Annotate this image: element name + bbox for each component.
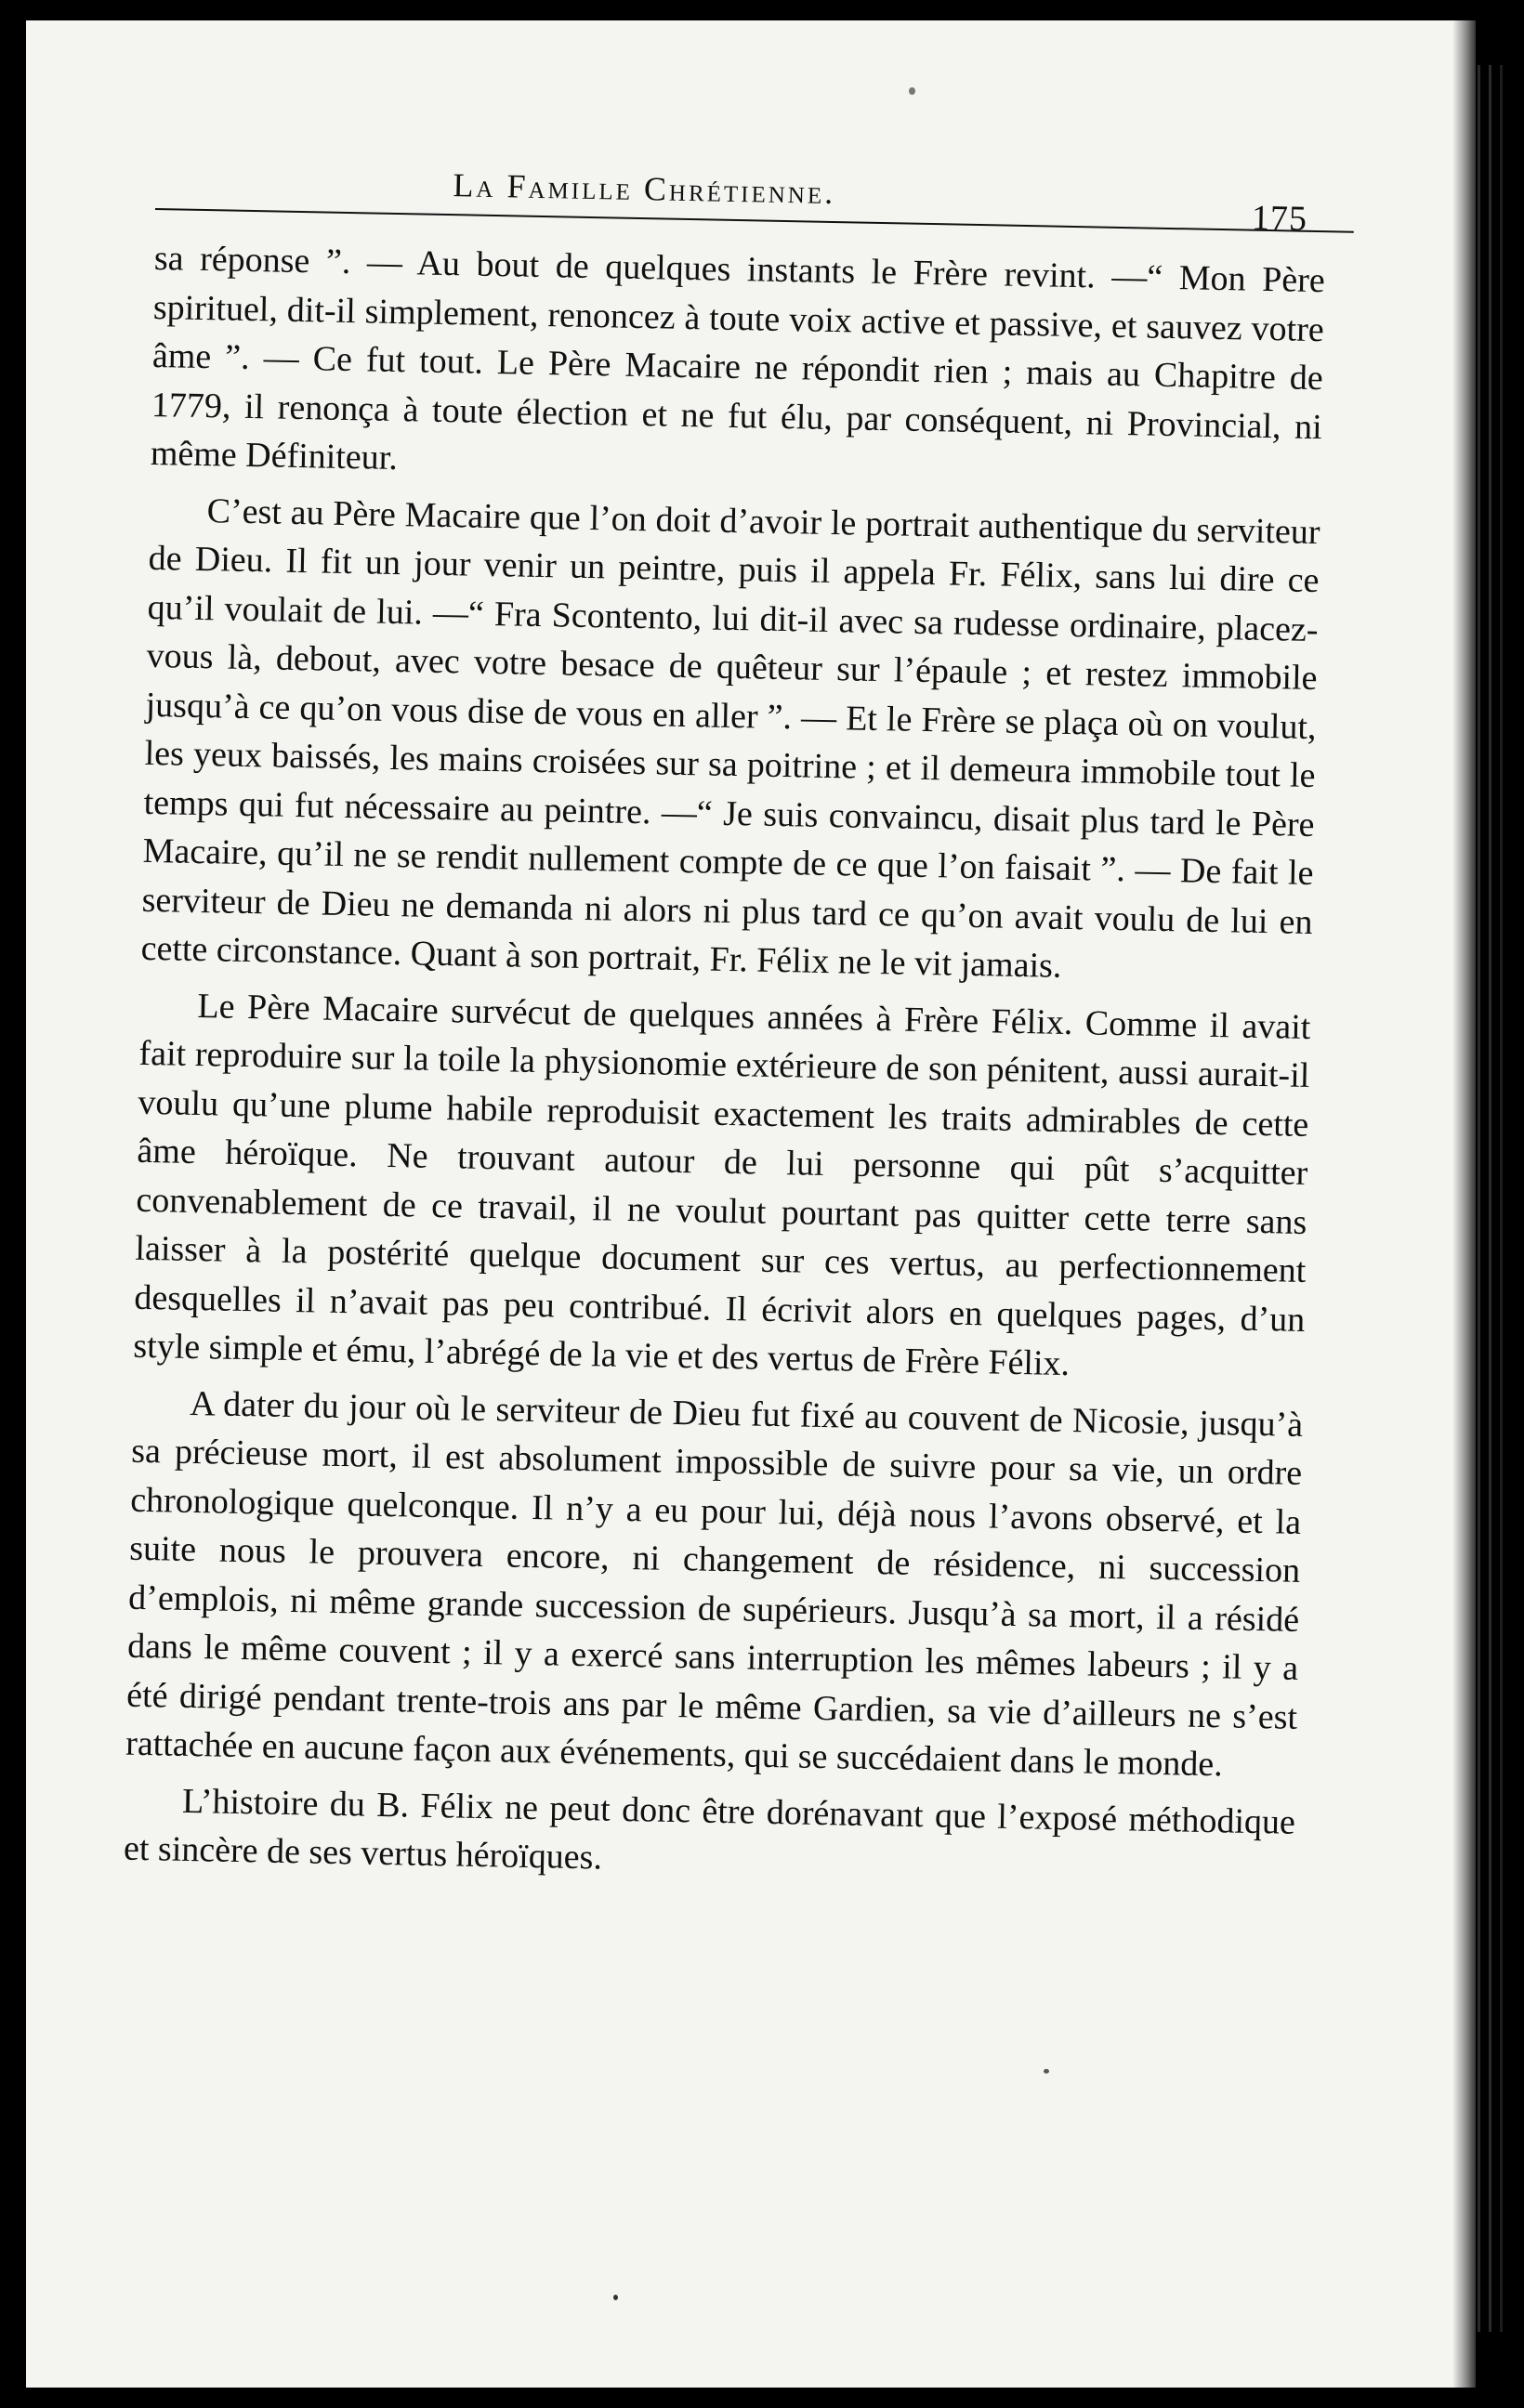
header-rule <box>155 208 1354 233</box>
page-number: 175 <box>1251 198 1308 239</box>
paragraph-histoire: L’histoire du B. Félix ne peut donc être dorénavant que l’exposé méthodique et sincère de ses vertus héroïques. <box>123 1781 1296 1878</box>
scan-speck <box>613 2295 618 2300</box>
paragraph-continuation: sa réponse ”. — Au bout de quelques instants le Frère revint. —“ Mon Père spirituel, dit-il simplement, renoncez à toute voix active et passive, et sauvez votre âme ”. — Ce fut tout. Le Père Macaire ne répondit rien ; mais au Chapitre de 1779, il renonça à toute élection et ne fut élu, par conséquent, ni Provincial, ni même Définiteur. <box>150 238 1326 478</box>
paragraph-portrait: C’est au Père Macaire que l’on doit d’avoir le portrait authentique du serviteur de Dieu. Il fit un jour venir un peintre, puis il appela Fr. Félix, sans lui dire ce qu’il voulait de lui. —“ Fra Scontento, lui dit-il avec sa rudesse ordinaire, placez-vous là, debout, avec votre besace de quêteur sur l’épaule ; et restez immobile jusqu’à ce qu’on vous dise de vous en aller ”. — Et le Frère se plaça où on voulut, les yeux baissés, les mains croisées sur sa poitrine ; et il demeura immobile tout le temps qui fut nécessaire au peintre. —“ Je suis convaincu, disait plus tard le Père Macaire, qu’il ne se rendit nullement compte de ce que l’on faisait ”. — De fait le serviteur de Dieu ne demanda ni alors ni plus tard ce qu’on avait voulu de lui en cette circonstance. Quant à son portrait, Fr. Félix ne le vit jamais. <box>140 491 1320 986</box>
paragraph-nicosie: A dater du jour où le serviteur de Dieu fut fixé au couvent de Nicosie, jusqu’à sa précieuse mort, il est absolument impossible de suivre pour sa vie, un ordre chronologique quelconque. Il n’y a eu pour lui, déjà nous l’avons observé, et la suite nous le prouvera encore, ni changement de résidence, ni succession d’emplois, ni même grande succession de supérieurs. Jusqu’à sa mort, il a résidé dans le même couvent ; il y a exercé sans interruption les mêmes labeurs ; il y a été dirigé pendant trente-trois ans par le même Gardien, sa vie d’ailleurs ne s’est rattachée en aucune façon aux événements, qui se succédaient dans le monde. <box>125 1383 1304 1785</box>
page-content <box>124 160 1327 1895</box>
body-text <box>124 234 1326 1895</box>
paragraph-macaire: Le Père Macaire survécut de quelques années à Frère Félix. Comme il avait fait reproduire sur la toile la physionomie extérieure de son pénitent, aussi aurait-il voulu qu’une plume habile reproduisit exactement les traits admirables de cette âme héroïque. Ne trouvant autour de lui personne qui pût s’acquitter convenablement de ce travail, il ne voulut pourtant pas quitter cette terre sans laisser à la postérité quelque document sur ces vertus, au perfectionnement desquelles il n’avait pas peu contribué. Il écrivit alors en quelques pages, d’un style simple et ému, l’abrégé de la vie et des vertus de Frère Félix. <box>133 986 1311 1384</box>
book-page <box>26 20 1476 2388</box>
binding-gutter <box>1478 65 1515 2332</box>
scan-speck <box>1044 2069 1049 2074</box>
running-head-title: La Famille Chrétienne. <box>453 166 836 212</box>
scan-speck <box>909 87 915 95</box>
running-head <box>155 160 1327 240</box>
page-edge-shadow <box>1452 20 1476 2388</box>
